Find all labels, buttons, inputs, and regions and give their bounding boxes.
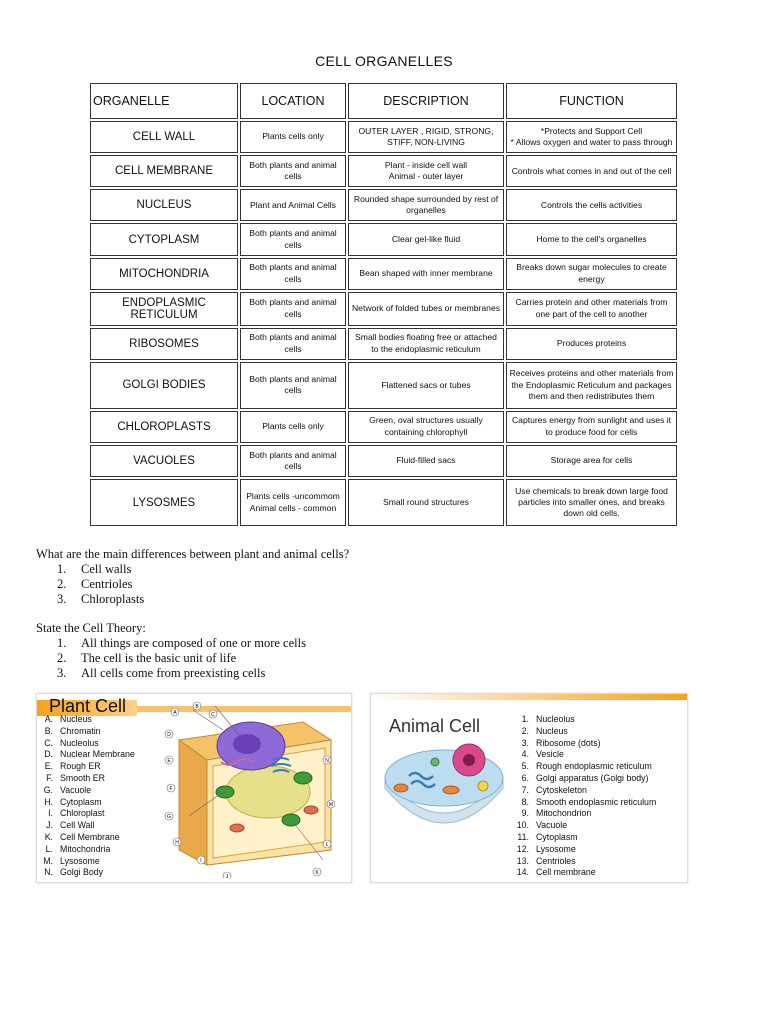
legend-key: 11.	[517, 831, 529, 842]
legend-key: 9.	[521, 808, 529, 819]
legend-label: Golgi apparatus (Golgi body)	[536, 772, 649, 783]
function-cell: *Protects and Support Cell * Allows oxygen and water to pass through	[506, 121, 677, 153]
list-item-text: All things are composed of one or more cells	[81, 636, 306, 650]
location-cell: Both plants and animal cells	[240, 328, 346, 360]
legend-item	[515, 832, 685, 844]
legend-label: Nucleus	[60, 714, 92, 724]
location-cell: Plants cells only	[240, 121, 346, 153]
legend-label: Smooth endoplasmic reticulum	[536, 796, 657, 807]
list-item-text: Centrioles	[81, 577, 133, 591]
callout-letter: B	[195, 704, 199, 710]
location-cell: Both plants and animal cells	[240, 258, 346, 290]
legend-key: 1.	[521, 714, 529, 724]
table-row	[90, 155, 677, 187]
organelle-name-cell: CELL WALL	[90, 121, 238, 153]
description-cell: Network of folded tubes or membranes	[348, 292, 504, 326]
legend-item	[515, 844, 685, 856]
function-cell: Captures energy from sunlight and uses it to produce food for cells	[506, 411, 677, 443]
description-cell: Small bodies floating free or attached to the endoplasmic reticulum	[348, 328, 504, 360]
animal-vesicle	[478, 781, 488, 791]
differences-list	[36, 562, 349, 607]
legend-label: Ribosome (dots)	[536, 737, 601, 748]
description-cell: Bean shaped with inner membrane	[348, 258, 504, 290]
callout-letter: N	[325, 758, 329, 764]
callout-letter: E	[167, 758, 171, 764]
callout-letter: D	[167, 732, 171, 738]
legend-label: Nucleolus	[60, 737, 99, 748]
callout-letter: M	[328, 802, 334, 808]
plant-mitochondrion	[230, 824, 244, 832]
plant-nucleolus	[233, 734, 261, 754]
legend-key: 7.	[521, 784, 529, 795]
callout-letter: A	[173, 710, 177, 716]
function-cell: Carries protein and other materials from one part of the cell to another	[506, 292, 677, 326]
table-row	[90, 445, 677, 477]
animal-cell-panel	[370, 693, 688, 883]
legend-key: E.	[44, 761, 53, 772]
legend-item	[39, 797, 159, 809]
callout-letter: I	[200, 858, 202, 864]
animal-mitochondrion	[394, 784, 408, 792]
plant-cell-title: Plant Cell	[49, 696, 127, 716]
legend-item	[39, 726, 159, 738]
description-cell: Fluid-filled sacs	[348, 445, 504, 477]
legend-label: Cell Wall	[60, 820, 95, 831]
legend-label: Cell Membrane	[60, 831, 120, 842]
list-item	[36, 562, 349, 577]
animal-cell-diagram	[379, 738, 509, 836]
location-cell: Both plants and animal cells	[240, 155, 346, 187]
legend-key: 14.	[516, 867, 529, 878]
legend-key: 5.	[521, 761, 529, 772]
legend-key: C.	[44, 737, 53, 748]
legend-key: 2.	[521, 725, 529, 736]
legend-item	[39, 832, 159, 844]
legend-item	[39, 856, 159, 868]
table-row	[90, 189, 677, 221]
legend-item	[39, 785, 159, 797]
page-title: CELL ORGANELLES	[315, 53, 453, 69]
legend-label: Cell membrane	[536, 867, 596, 878]
legend-label: Chromatin	[60, 725, 101, 736]
legend-key: M.	[43, 855, 53, 866]
description-cell: OUTER LAYER , RIGID, STRONG, STIFF, NON-LIVING	[348, 121, 504, 153]
legend-item	[515, 820, 685, 832]
legend-key: G.	[43, 784, 53, 795]
callout-letter: C	[211, 712, 215, 718]
legend-item	[39, 808, 159, 820]
legend-key: 4.	[521, 749, 529, 760]
legend-key: J.	[46, 820, 53, 831]
legend-key: I.	[48, 808, 53, 819]
plant-cell-panel	[36, 693, 352, 883]
list-item-number: 2.	[57, 651, 67, 665]
legend-label: Rough ER	[60, 761, 101, 772]
function-cell: Home to the cell's organelles	[506, 223, 677, 255]
callout-letter: L	[325, 842, 329, 848]
legend-label: Smooth ER	[60, 772, 105, 783]
legend-key: L.	[45, 843, 53, 854]
description-cell: Small round structures	[348, 479, 504, 526]
legend-label: Cytoskeleton	[536, 784, 587, 795]
organelle-name-cell: CHLOROPLASTS	[90, 411, 238, 443]
table-row	[90, 121, 677, 153]
table-row	[90, 223, 677, 255]
list-item	[36, 592, 349, 607]
legend-label: Chloroplast	[60, 808, 105, 819]
list-item-number: 1.	[57, 636, 67, 650]
legend-label: Nuclear Membrane	[60, 749, 135, 760]
plant-cell-legend	[39, 714, 159, 879]
legend-label: Vacuole	[60, 784, 92, 795]
description-cell: Clear gel-like fluid	[348, 223, 504, 255]
legend-item	[515, 714, 685, 726]
list-item	[36, 636, 306, 651]
legend-label: Centrioles	[536, 855, 576, 866]
column-header-location: LOCATION	[240, 83, 346, 119]
column-header-description: DESCRIPTION	[348, 83, 504, 119]
legend-key: 3.	[521, 737, 529, 748]
legend-item	[515, 738, 685, 750]
cell-theory-list	[36, 636, 306, 681]
location-cell: Both plants and animal cells	[240, 362, 346, 409]
legend-key: F.	[46, 772, 53, 783]
organelle-name-cell: LYSOSMES	[90, 479, 238, 526]
legend-key: N.	[44, 867, 53, 878]
plant-chloroplast	[294, 772, 312, 784]
cell-theory-section	[36, 621, 306, 681]
table-body	[90, 121, 677, 526]
legend-item	[515, 808, 685, 820]
legend-item	[39, 844, 159, 856]
list-item-text: All cells come from preexisting cells	[81, 666, 266, 680]
table-row	[90, 362, 677, 409]
plant-cell-diagram	[163, 700, 335, 878]
legend-item	[515, 785, 685, 797]
location-cell: Both plants and animal cells	[240, 445, 346, 477]
legend-key: 13.	[516, 855, 529, 866]
organelle-name-cell: CYTOPLASM	[90, 223, 238, 255]
legend-key: B.	[44, 725, 53, 736]
legend-item	[39, 820, 159, 832]
organelle-name-cell: VACUOLES	[90, 445, 238, 477]
list-item-number: 3.	[57, 592, 67, 606]
legend-label: Lysosome	[536, 843, 576, 854]
organelle-name-cell: RIBOSOMES	[90, 328, 238, 360]
callout-letter: J	[225, 874, 229, 878]
table-header-row	[90, 83, 677, 119]
list-item	[36, 577, 349, 592]
table-row	[90, 328, 677, 360]
legend-key: H.	[44, 796, 53, 807]
location-cell: Both plants and animal cells	[240, 292, 346, 326]
legend-label: Golgi Body	[60, 867, 104, 878]
legend-key: 12.	[516, 843, 529, 854]
location-cell: Both plants and animal cells	[240, 223, 346, 255]
legend-key: K.	[44, 831, 53, 842]
organelles-table	[88, 81, 679, 528]
callout-letter: F	[169, 786, 173, 792]
function-cell: Controls the cells activities	[506, 189, 677, 221]
legend-item	[39, 867, 159, 879]
list-item	[36, 651, 306, 666]
legend-label: Rough endoplasmic reticulum	[536, 761, 652, 772]
table-row	[90, 258, 677, 290]
legend-item	[39, 749, 159, 761]
callout-line	[193, 710, 223, 730]
organelle-name-cell: MITOCHONDRIA	[90, 258, 238, 290]
legend-item	[39, 761, 159, 773]
legend-label: Mitochondria	[60, 843, 111, 854]
animal-nucleolus	[463, 754, 475, 766]
organelle-name-cell: CELL MEMBRANE	[90, 155, 238, 187]
organelle-name-cell: ENDOPLASMIC RETICULUM	[90, 292, 238, 326]
column-header-function: FUNCTION	[506, 83, 677, 119]
list-item-number: 2.	[57, 577, 67, 591]
legend-item	[515, 867, 685, 879]
plant-chloroplast	[216, 786, 234, 798]
legend-item	[515, 749, 685, 761]
list-item-text: The cell is the basic unit of life	[81, 651, 237, 665]
description-cell: Green, oval structures usually containing chlorophyll	[348, 411, 504, 443]
function-cell: Receives proteins and other materials from the Endoplasmic Reticulum and packages them and then redistributes them	[506, 362, 677, 409]
table-row	[90, 479, 677, 526]
legend-item	[515, 773, 685, 785]
callout-letter: H	[175, 840, 179, 846]
legend-item	[515, 726, 685, 738]
callout-letter: K	[315, 870, 319, 876]
function-cell: Produces proteins	[506, 328, 677, 360]
table-row	[90, 292, 677, 326]
legend-label: Vesicle	[536, 749, 564, 760]
function-cell: Use chemicals to break down large food particles into smaller ones, and breaks down old cells.	[506, 479, 677, 526]
list-item-number: 3.	[57, 666, 67, 680]
cell-theory-question: State the Cell Theory:	[36, 621, 146, 635]
organelle-name-cell: GOLGI BODIES	[90, 362, 238, 409]
table-row	[90, 411, 677, 443]
function-cell: Controls what comes in and out of the cell	[506, 155, 677, 187]
legend-item	[515, 797, 685, 809]
legend-item	[515, 856, 685, 868]
animal-lysosome	[431, 758, 439, 766]
column-header-organelle: ORGANELLE	[90, 83, 238, 119]
animal-title-bar	[371, 694, 687, 700]
legend-key: 6.	[521, 772, 529, 783]
legend-label: Mitochondrion	[536, 808, 592, 819]
location-cell: Plants cells only	[240, 411, 346, 443]
list-item	[36, 666, 306, 681]
legend-item	[515, 761, 685, 773]
legend-key: 10.	[516, 820, 529, 831]
description-cell: Rounded shape surrounded by rest of organelles	[348, 189, 504, 221]
differences-question: What are the main differences between plant and animal cells?	[36, 547, 350, 561]
legend-item	[39, 714, 159, 726]
list-item-text: Chloroplasts	[81, 592, 145, 606]
plant-cell-wall-side	[179, 740, 207, 865]
legend-label: Lysosome	[60, 855, 100, 866]
plant-chloroplast	[282, 814, 300, 826]
legend-item	[39, 738, 159, 750]
animal-mitochondrion	[443, 786, 459, 794]
plant-mitochondrion	[304, 806, 318, 814]
differences-section	[36, 547, 349, 607]
legend-label: Cytoplasm	[536, 831, 578, 842]
organelle-name-cell: NUCLEUS	[90, 189, 238, 221]
legend-item	[39, 773, 159, 785]
legend-label: Vacuole	[536, 820, 568, 831]
location-cell: Plant and Animal Cells	[240, 189, 346, 221]
location-cell: Plants cells -uncommom Animal cells - common	[240, 479, 346, 526]
function-cell: Breaks down sugar molecules to create energy	[506, 258, 677, 290]
animal-cell-title: Animal Cell	[389, 716, 481, 736]
list-item-text: Cell walls	[81, 562, 132, 576]
function-cell: Storage area for cells	[506, 445, 677, 477]
description-cell: Flattened sacs or tubes	[348, 362, 504, 409]
callout-letter: G	[167, 814, 171, 820]
legend-key: 8.	[521, 796, 529, 807]
legend-label: Nucleolus	[536, 714, 575, 724]
legend-key: A.	[44, 714, 53, 724]
legend-key: D.	[44, 749, 53, 760]
legend-label: Cytoplasm	[60, 796, 102, 807]
legend-label: Nucleus	[536, 725, 568, 736]
description-cell: Plant - inside cell wall Animal - outer layer	[348, 155, 504, 187]
list-item-number: 1.	[57, 562, 67, 576]
animal-cell-legend	[515, 714, 685, 879]
